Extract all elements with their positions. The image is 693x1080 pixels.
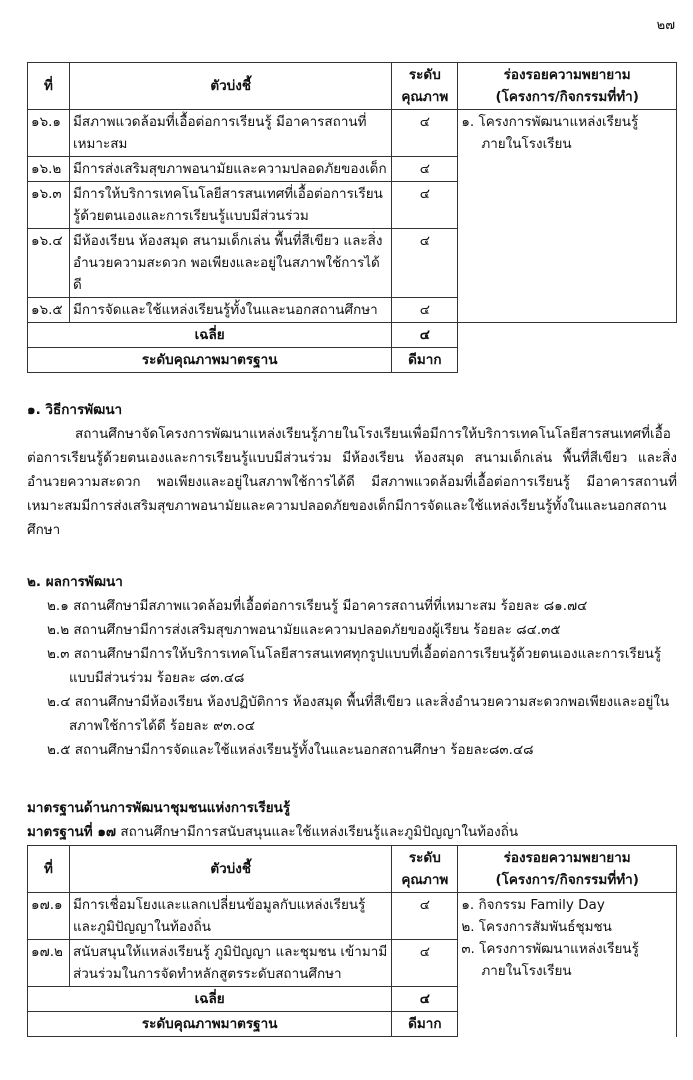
effort-item: ๓. โครงการพัฒนาแหล่งเรียนรู้ [461,941,639,957]
section-results [27,570,677,762]
standard-17: มาตรฐานที่ ๑๗ สถานศึกษามีการสนับสนุนและใช้แหล่งเรียนรู้และภูมิปัญญาในท้องถิ่น [27,824,519,840]
standard-value: ดีมาก [392,1012,458,1037]
list-item: ๒.๑ สถานศึกษามีสภาพแวดล้อมที่เอื้อต่อการเรียนรู้ มีอาคารสถานที่ที่เหมาะสม ร้อยละ ๘๑.๗๔ [47,598,588,614]
average-value: ๔ [392,987,458,1012]
list-item: ๒.๔ สถานศึกษามีห้องเรียน ห้องปฏิบัติการ ห้องสมุด พื้นที่สีเขียว และสิ่งอำนวยความสะดวกพอเพียงและอยู่ใน สภาพใช้การได้ดี ร้อยละ ๙๓.๐๔ [47,694,670,734]
row-no: ๑๖.๓ [28,182,70,229]
header-effort: ร่องรอยความพยายาม (โครงการ/กิจกรรมที่ทำ) [458,63,677,110]
row-text: มีการจัดและใช้แหล่งเรียนรู้ทั้งในและนอกสถานศึกษา [69,298,391,323]
row-text: มีการเชื่อมโยงและแลกเปลี่ยนข้อมูลกับแหล่งเรียนรู้และภูมิปัญญาในท้องถิ่น [69,893,391,940]
effort-item: ๑. กิจกรรม Family Day [461,897,605,913]
table-row [28,110,677,157]
list-item: ๒.๓ สถานศึกษามีการให้บริการเทคโนโลยีสารสนเทศทุกรูปแบบที่เอื้อต่อการเรียนรู้ด้วยตนเองและการเรียนรู้ แบบมีส่วนร่วม ร้อยละ ๘๓.๔๘ [47,646,662,686]
row-level: ๔ [392,229,458,298]
standard-value: ดีมาก [392,348,458,373]
row-text: มีการให้บริการเทคโนโลยีสารสนเทศที่เอื้อต่อการเรียนรู้ด้วยตนเองและการเรียนรู้แบบมีส่วนร่วม [69,182,391,229]
row-text: มีการส่งเสริมสุขภาพอนามัยและความปลอดภัยของเด็ก [69,157,391,182]
row-level: ๔ [392,157,458,182]
average-row [28,323,677,348]
row-no: ๑๖.๒ [28,157,70,182]
effort-item-cont: ภายในโรงเรียน [481,963,572,979]
page-number: ๒๗ [656,18,675,33]
section-title: ๑. วิธีการพัฒนา [27,402,123,418]
list-item: ๒.๕ สถานศึกษามีการจัดและใช้แหล่งเรียนรู้ทั้งในและนอกสถานศึกษา ร้อยละ๘๓.๔๘ [47,742,534,758]
average-label: เฉลี่ย [28,323,392,348]
effort-item: ๑. โครงการพัฒนาแหล่งเรียนรู้ [461,114,639,130]
header-level: ระดับ คุณภาพ [392,846,458,893]
effort-cell [458,110,677,323]
standard-heading: มาตรฐานด้านการพัฒนาชุมชนแห่งการเรียนรู้ [27,800,291,816]
header-indicator: ตัวบ่งชี้ [69,63,391,110]
row-level: ๔ [392,110,458,157]
header-indicator: ตัวบ่งชี้ [69,846,391,893]
row-no: ๑๗.๒ [28,940,70,987]
row-level: ๔ [392,940,458,987]
row-no: ๑๗.๑ [28,893,70,940]
header-no: ที่ [28,63,70,110]
section-method [27,398,677,542]
row-text: มีห้องเรียน ห้องสมุด สนามเด็กเล่น พื้นที่สีเขียว และสิ่งอำนวยความสะดวก พอเพียงและอยู่ในสภาพใช้การได้ดี [69,229,391,298]
row-level: ๔ [392,182,458,229]
blank-cell [458,323,677,373]
table-header-row [28,846,677,893]
table-header-row [28,63,677,110]
row-level: ๔ [392,298,458,323]
standard-label: ระดับคุณภาพมาตรฐาน [28,348,392,373]
row-no: ๑๖.๔ [28,229,70,298]
row-no: ๑๖.๕ [28,298,70,323]
effort-cell [458,893,677,1037]
header-level: ระดับ คุณภาพ [392,63,458,110]
standard-label: ระดับคุณภาพมาตรฐาน [28,1012,392,1037]
section-paragraph: สถานศึกษาจัดโครงการพัฒนาแหล่งเรียนรู้ภายในโรงเรียนเพื่อมีการให้บริการเทคโนโลยีสารสนเทศที่เอื้อต่อการเรียนรู้ด้วยตนเองและการเรียนรู้แบบมีส่วนร่วม มีห้องเรียน ห้องสมุด สนามเด็กเล่น พื้นที่สีเขียว และสิ่งอำนวยความสะดวก พอเพียงและอยู่ในสภาพใช้การได้ดี มีสภาพแวดล้อมที่เอื้อต่อการเรียนรู้ มีอาคารสถานที่เหมาะสมมีการส่งเสริมสุขภาพอนามัยและความปลอดภัยของเด็กมีการจัดและใช้แหล่งเรียนรู้ทั้งในและนอกสถานศึกษา [27,426,677,538]
indicator-table-17 [27,845,677,1037]
list-item: ๒.๒ สถานศึกษามีการส่งเสริมสุขภาพอนามัยและความปลอดภัยของผู้เรียน ร้อยละ ๘๔.๓๕ [47,622,561,638]
effort-item: ๒. โครงการสัมพันธ์ชุมชน [461,919,612,935]
effort-item-cont: ภายในโรงเรียน [481,136,572,152]
header-no: ที่ [28,846,70,893]
indicator-table-16 [27,62,677,373]
average-value: ๔ [392,323,458,348]
results-list [27,594,677,762]
average-label: เฉลี่ย [28,987,392,1012]
table-row [28,893,677,940]
standard-block [27,796,677,844]
row-text: มีสภาพแวดล้อมที่เอื้อต่อการเรียนรู้ มีอาคารสถานที่เหมาะสม [69,110,391,157]
header-effort: ร่องรอยความพยายาม (โครงการ/กิจกรรมที่ทำ) [458,846,677,893]
row-text: สนับสนุนให้แหล่งเรียนรู้ ภูมิปัญญา และชุมชน เข้ามามีส่วนร่วมในการจัดทำหลักสูตรระดับสถานศึกษา [69,940,391,987]
row-level: ๔ [392,893,458,940]
section-title: ๒. ผลการพัฒนา [27,574,123,590]
row-no: ๑๖.๑ [28,110,70,157]
